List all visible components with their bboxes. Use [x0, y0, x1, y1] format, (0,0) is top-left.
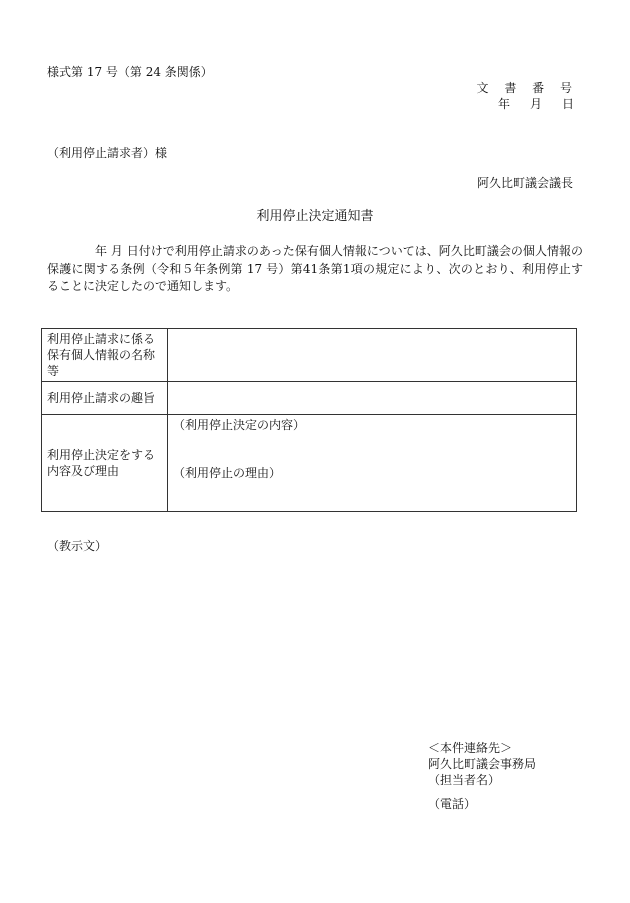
contact-phone: （電話） [428, 797, 477, 811]
table-row [42, 415, 577, 512]
decision-reason-label: （利用停止の理由） [173, 466, 282, 480]
row-value [168, 329, 577, 382]
document-title: 利用停止決定通知書 [256, 209, 374, 224]
contact-block [428, 740, 536, 812]
table-row [42, 329, 577, 382]
instruction-text: （教示文） [47, 539, 108, 553]
row-label: 利用停止請求の趣旨 [42, 382, 168, 415]
decision-content-label: （利用停止決定の内容） [173, 418, 306, 432]
recipient: （利用停止請求者）様 [47, 146, 168, 160]
contact-person: （担当者名） [428, 773, 501, 787]
row-label: 利用停止請求に係る保有個人情報の名称等 [42, 329, 168, 382]
document-date-label: 年 月 日 [497, 97, 578, 111]
document-number-label: 文 書 番 号 [476, 81, 578, 95]
form-number: 様式第 17 号（第 24 条関係） [47, 65, 213, 79]
contact-heading: ＜本件連絡先＞ [428, 741, 513, 755]
row-value [168, 382, 577, 415]
sender: 阿久比町議会議長 [476, 176, 573, 190]
row-label: 利用停止決定をする内容及び理由 [42, 415, 168, 512]
info-table [41, 328, 577, 512]
body-text: 年 月 日付けで利用停止請求のあった保有個人情報については、阿久比町議会の個人情報の保護に関する条例（令和５年条例第 17 号）第41条第1項の規定により、次のとおり、利用停止することに決定したので通知します。 [47, 244, 583, 293]
contact-office: 阿久比町議会事務局 [428, 757, 537, 771]
table-row [42, 382, 577, 415]
row-value [168, 415, 577, 512]
